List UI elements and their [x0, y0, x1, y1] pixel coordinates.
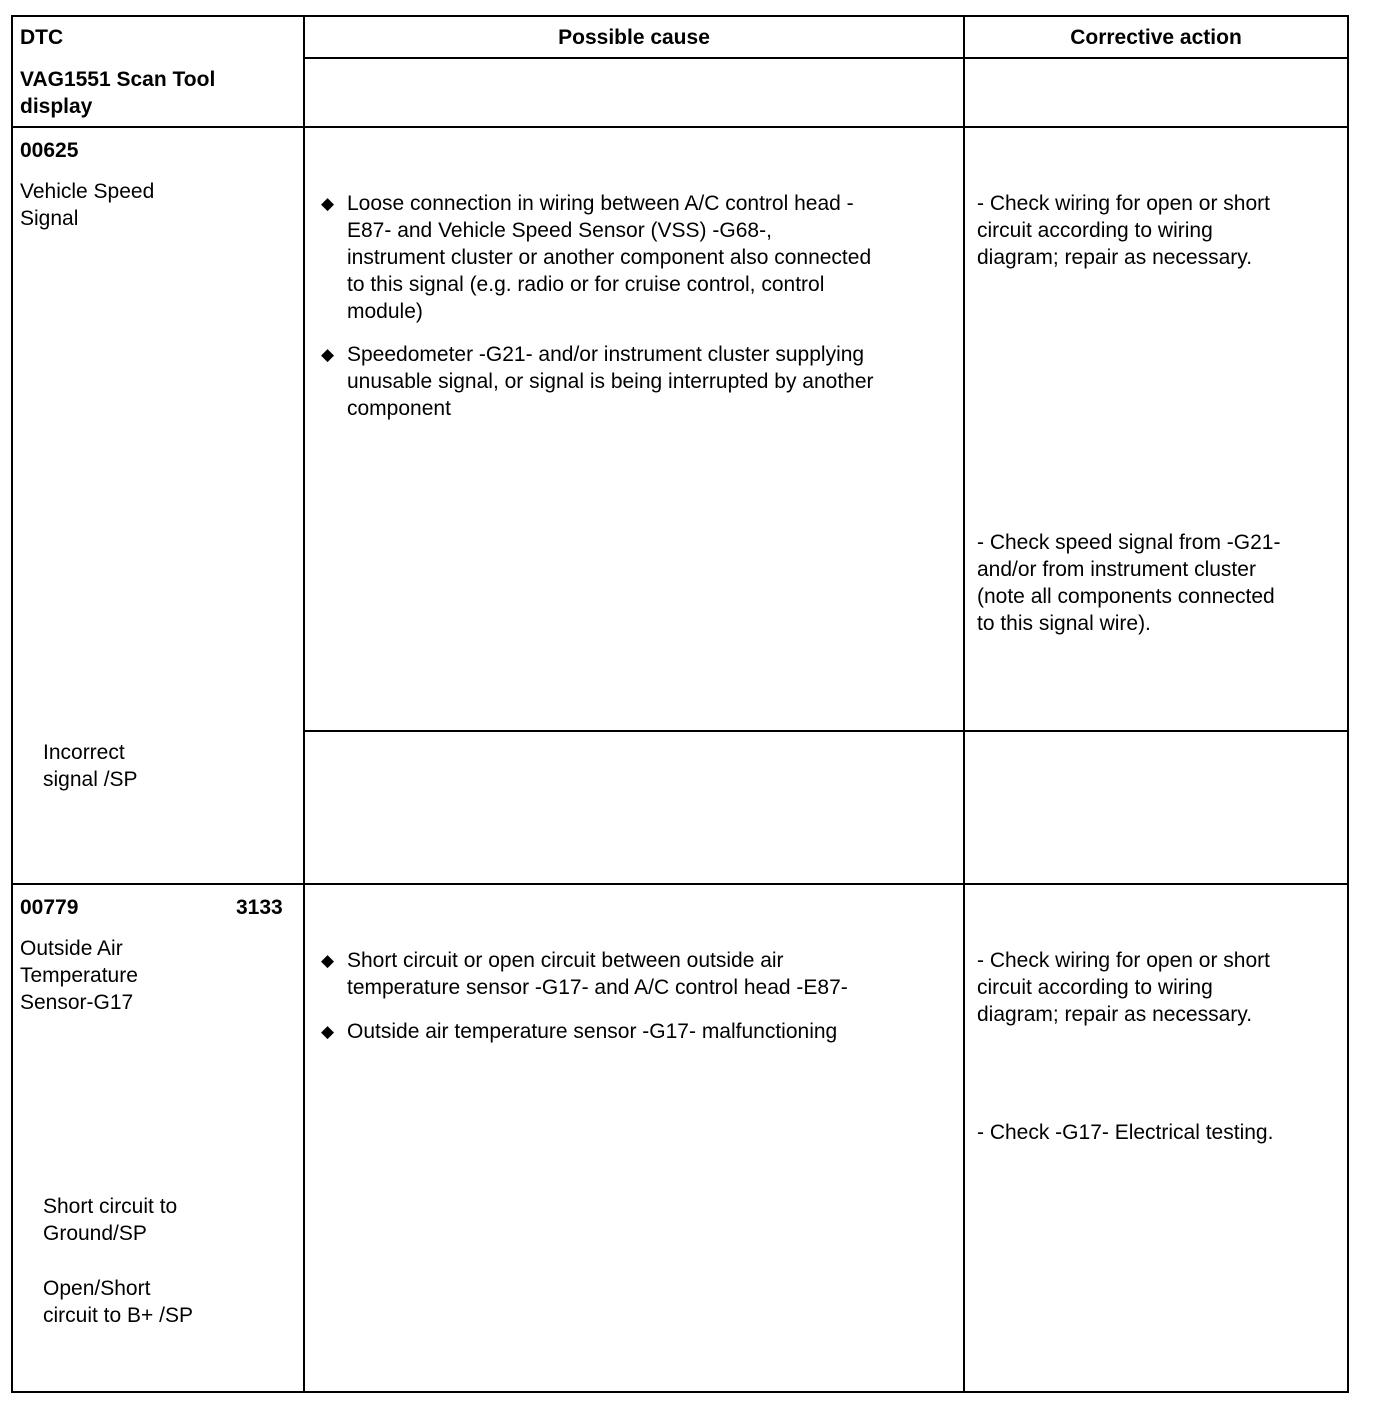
- header-scan-tool-display: [20, 66, 215, 120]
- corrective-action-line: - Check -G17- Electrical testing.: [977, 1121, 1274, 1144]
- dtc-name-line: Sensor-G17: [20, 991, 134, 1014]
- corrective-action-line: diagram; repair as necessary.: [977, 1003, 1253, 1026]
- possible-cause-line: Outside air temperature sensor -G17- malfunctioning: [347, 1020, 838, 1043]
- possible-cause-line: module): [347, 300, 423, 323]
- corrective-action-line: to this signal wire).: [977, 612, 1151, 635]
- fault-type: [43, 1275, 193, 1329]
- possible-cause-line: Loose connection in wiring between A/C control head -: [347, 192, 854, 215]
- header-scan-tool-line: display: [20, 95, 93, 118]
- table-border-bottom: [11, 1391, 1349, 1393]
- possible-cause-line: Short circuit or open circuit between outside air: [347, 949, 784, 972]
- dtc-name-line: Outside Air: [20, 937, 123, 960]
- corrective-action-item: [977, 529, 1280, 637]
- corrective-action-line: - Check speed signal from -G21-: [977, 531, 1281, 554]
- table-border-left: [11, 15, 13, 1393]
- possible-cause-text: [347, 190, 871, 325]
- corrective-action-item: [977, 947, 1270, 1028]
- corrective-action-line: - Check wiring for open or short: [977, 192, 1270, 215]
- dtc-name-line: Temperature: [20, 964, 138, 987]
- possible-cause-line: instrument cluster or another component also connected: [347, 246, 872, 269]
- column-divider-2: [963, 15, 965, 1393]
- diamond-bullet-icon: ◆: [321, 951, 335, 970]
- row-divider: [11, 883, 1349, 885]
- fault-type: [43, 739, 138, 793]
- fault-type-line: Incorrect: [43, 741, 125, 764]
- dtc-name-line: Vehicle Speed: [20, 180, 155, 203]
- possible-cause-line: to this signal (e.g. radio or for cruise control, control: [347, 273, 825, 296]
- possible-cause-text: [347, 1018, 837, 1045]
- column-divider-1: [303, 15, 305, 1393]
- header-scan-tool-line: VAG1551 Scan Tool: [20, 68, 216, 91]
- fault-type-line: Short circuit to: [43, 1195, 178, 1218]
- table-border-right: [1347, 15, 1349, 1393]
- table-border-top: [11, 15, 1349, 17]
- diamond-bullet-icon: ◆: [321, 1022, 335, 1041]
- corrective-action-line: circuit according to wiring: [977, 976, 1213, 999]
- fault-type-line: signal /SP: [43, 768, 138, 791]
- possible-cause-line: Speedometer -G21- and/or instrument cluster supplying: [347, 343, 865, 366]
- header-row-divider: [11, 126, 1349, 128]
- header-dtc: DTC: [20, 26, 64, 49]
- corrective-action-line: and/or from instrument cluster: [977, 558, 1256, 581]
- dtc-name: [20, 178, 154, 232]
- fault-type-line: Ground/SP: [43, 1222, 147, 1245]
- dtc-code: 00625: [20, 139, 79, 162]
- row1-subdivider: [303, 730, 1349, 732]
- corrective-action-line: diagram; repair as necessary.: [977, 246, 1253, 269]
- header-subdivider: [303, 57, 1349, 59]
- dtc-name-line: Signal: [20, 207, 79, 230]
- corrective-action-line: - Check wiring for open or short: [977, 949, 1270, 972]
- fault-type-line: Open/Short: [43, 1277, 151, 1300]
- corrective-action-item: [977, 190, 1270, 271]
- possible-cause-text: [347, 947, 848, 1001]
- corrective-action-line: (note all components connected: [977, 585, 1275, 608]
- fault-type: [43, 1193, 177, 1247]
- dtc-code: 00779: [20, 896, 79, 919]
- dtc-secondary-code: 3133: [236, 896, 283, 919]
- fault-type-line: circuit to B+ /SP: [43, 1304, 193, 1327]
- possible-cause-line: component: [347, 397, 451, 420]
- possible-cause-line: E87- and Vehicle Speed Sensor (VSS) -G68-,: [347, 219, 772, 242]
- diamond-bullet-icon: ◆: [321, 194, 335, 213]
- possible-cause-line: temperature sensor -G17- and A/C control head -E87-: [347, 976, 848, 999]
- possible-cause-line: unusable signal, or signal is being interrupted by another: [347, 370, 874, 393]
- possible-cause-text: [347, 341, 874, 422]
- diamond-bullet-icon: ◆: [321, 345, 335, 364]
- header-possible-cause: Possible cause: [558, 26, 710, 49]
- header-corrective-action: Corrective action: [1070, 26, 1242, 49]
- dtc-name: [20, 935, 138, 1016]
- corrective-action-line: circuit according to wiring: [977, 219, 1213, 242]
- corrective-action-item: [977, 1119, 1273, 1146]
